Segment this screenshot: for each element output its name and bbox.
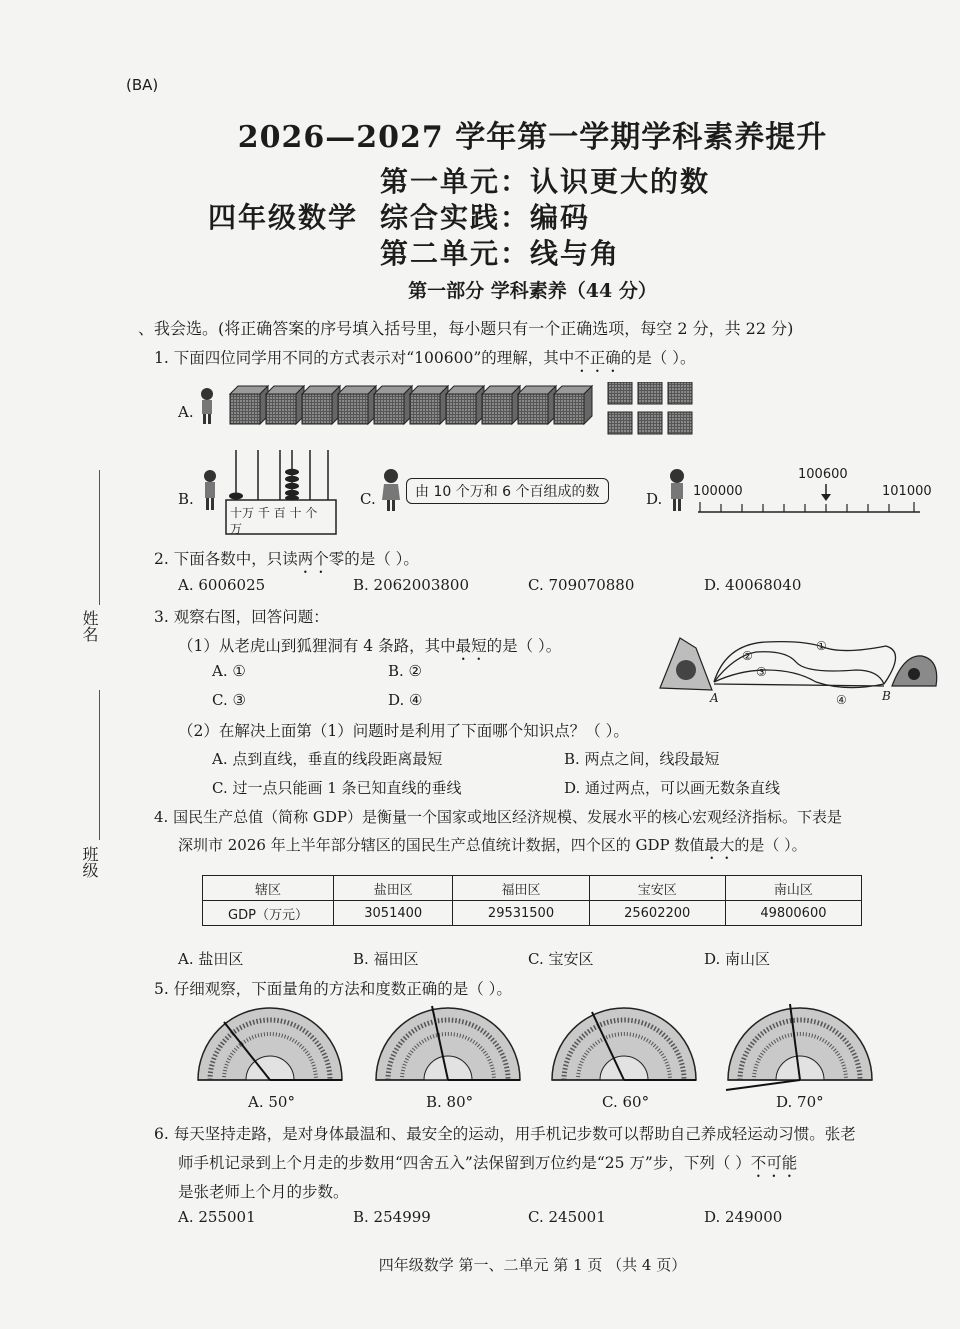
table-header-cell: 盐田区	[334, 876, 453, 901]
q3-sub1-option-d[interactable]: D. ④	[388, 691, 423, 709]
route-1-label: ①	[816, 639, 827, 653]
q6-option-b[interactable]: B. 254999	[353, 1208, 431, 1226]
q2-option-b[interactable]: B. 2062003800	[353, 576, 469, 594]
q3-sub1	[178, 634, 561, 664]
q2-stem-b: 零的是（ ）。	[328, 550, 419, 568]
q4-option-a[interactable]: A. 盐田区	[178, 950, 244, 968]
table-cell: 3051400	[334, 901, 453, 926]
q4-line2	[178, 834, 807, 863]
route-3-label: ③	[756, 665, 767, 679]
table-header-row	[203, 876, 862, 901]
q4-line2-a: 深圳市 2026 年上半年部分辖区的国民生产总值统计数据，四个区的 GDP 数值	[178, 836, 705, 854]
q3-sub1-b: 的是（ ）。	[486, 637, 562, 655]
q4-option-b[interactable]: B. 福田区	[353, 950, 419, 968]
q6-line2-a: 师手机记录到上个月走的步数用“四舍五入”法保留到万位约是“25 万”步，下列（ ）	[178, 1154, 751, 1172]
student-b-icon	[199, 468, 221, 514]
q2-stem-a: 2. 下面各数中，只读	[154, 550, 298, 568]
paper-code: (BA)	[126, 76, 159, 94]
q5-option-a[interactable]: A. 50°	[248, 1093, 295, 1111]
ten-thousand-cubes	[230, 386, 592, 424]
fox-hole-icon	[892, 656, 937, 686]
unit2-title: 第二单元：线与角	[380, 237, 621, 270]
q6-line1	[154, 1122, 856, 1144]
q3-sub1-option-c[interactable]: C. ③	[212, 691, 246, 709]
q1-blocks-figure	[228, 382, 698, 440]
q3-route-map	[656, 630, 940, 710]
number-line-start: 100000	[693, 484, 743, 499]
table-row	[203, 901, 862, 926]
section-title: 、我会选。(将正确答案的序号填入括号里，每小题只有一个正确选项，每空 2 分，共 22 分)	[138, 319, 794, 338]
q1-c-speech-bubble: 由 10 个万和 6 个百组成的数	[406, 478, 609, 504]
q3-sub1-dot: 最短	[455, 637, 487, 655]
name-label: 姓名	[80, 610, 99, 642]
table-header-cell: 福田区	[453, 876, 589, 901]
route-2	[714, 652, 884, 684]
q4-line2-dot: 最大	[704, 836, 735, 854]
number-line-marker-label: 100600	[798, 467, 848, 482]
q5-option-c[interactable]: C. 60°	[602, 1093, 650, 1111]
q1-option-b-label: B.	[178, 490, 194, 508]
table-header-cell: 宝安区	[589, 876, 725, 901]
q3-sub2-option-c[interactable]: C. 过一点只能画 1 条已知直线的垂线	[212, 779, 462, 797]
q3-sub2-option-a[interactable]: A. 点到直线，垂直的线段距离最短	[212, 750, 443, 768]
student-a-icon	[196, 386, 218, 426]
point-b-label: B	[882, 689, 891, 703]
q1-stem-a: 下面四位同学用不同的方式表示对“100600”的理解，其中	[173, 349, 575, 367]
q5-option-b[interactable]: B. 80°	[426, 1093, 474, 1111]
q3-sub1-a: （1）从老虎山到狐狸洞有 4 条路，其中	[178, 637, 456, 655]
q1-option-d-label: D.	[646, 490, 663, 508]
table-header-cell: 辖区	[203, 876, 334, 901]
point-a-label: A	[710, 691, 719, 705]
q2-stem	[154, 547, 419, 577]
q2-option-c[interactable]: C. 709070880	[528, 576, 635, 594]
q1-number: 1.	[154, 349, 169, 367]
protractor-a	[198, 1008, 342, 1080]
q1-option-a-label: A.	[178, 403, 194, 421]
name-line	[99, 470, 100, 605]
student-d-icon	[666, 468, 688, 514]
q1-stem-dot: 不正确	[574, 349, 621, 367]
route-2-label: ②	[742, 649, 753, 663]
q4-option-c[interactable]: C. 宝安区	[528, 950, 594, 968]
q4-line1: 4. 国民生产总值（简称 GDP）是衡量一个国家或地区经济规模、发展水平的核心宏观经济指标。下表是	[154, 808, 842, 826]
q3-sub1-option-b[interactable]: B. ②	[388, 662, 423, 680]
q3-sub2: （2）在解决上面第（1）问题时是利用了下面哪个知识点？（ ）。	[178, 722, 629, 740]
q1-stem	[154, 346, 695, 376]
table-cell: GDP（万元）	[203, 901, 334, 926]
unit-practice-title: 综合实践：编码	[380, 201, 591, 234]
abacus-wan-label: 万	[230, 522, 243, 536]
tiger-mountain-icon	[660, 638, 712, 690]
hundred-flats	[608, 382, 692, 434]
q3-sub1-option-a[interactable]: A. ①	[212, 662, 246, 680]
abacus-place-labels: 十万 千 百 十 个	[230, 506, 318, 520]
part-title: 第一部分 学科素养（44 分）	[408, 280, 657, 302]
q3-sub2-option-b[interactable]: B. 两点之间，线段最短	[564, 750, 720, 768]
unit1-title: 第一单元：认识更大的数	[380, 165, 711, 198]
number-line-end: 101000	[882, 484, 932, 499]
table-cell: 25602200	[589, 901, 725, 926]
page-footer: 四年级数学 第一、二单元 第 1 页 （共 4 页）	[378, 1256, 687, 1274]
protractor-d	[726, 1004, 872, 1090]
q6-option-a[interactable]: A. 255001	[178, 1208, 256, 1226]
q6-number: 6.	[154, 1125, 169, 1143]
protractor-c	[552, 1008, 696, 1080]
protractors-figure	[196, 1000, 926, 1092]
student-c-icon	[380, 468, 402, 514]
table-cell: 29531500	[453, 901, 589, 926]
q4-option-d[interactable]: D. 南山区	[704, 950, 771, 968]
q4-line2-b: 的是（ ）。	[734, 836, 807, 854]
gdp-table	[202, 875, 862, 926]
q2-stem-dot: 两个	[297, 550, 329, 568]
q1-stem-b: 的是（ ）。	[620, 349, 696, 367]
q3-sub2-option-d[interactable]: D. 通过两点，可以画无数条直线	[564, 779, 781, 797]
class-label: 班级	[80, 846, 99, 878]
route-4-label: ④	[836, 693, 847, 707]
grade-title: 四年级数学	[208, 201, 359, 234]
class-line	[99, 690, 100, 840]
route-4	[714, 684, 884, 686]
q5-stem: 5. 仔细观察，下面量角的方法和度数正确的是（ ）。	[154, 980, 512, 998]
q6-line2-dot: 不可能	[750, 1154, 798, 1172]
q2-option-d[interactable]: D. 40068040	[704, 576, 802, 594]
q6-line1-text: 每天坚持走路，是对身体最温和、最安全的运动，用手机记步数可以帮助自己养成轻运动习惯。张老	[173, 1125, 856, 1143]
q6-option-c[interactable]: C. 245001	[528, 1208, 606, 1226]
q6-line3: 是张老师上个月的步数。	[178, 1183, 349, 1201]
q5-option-d[interactable]: D. 70°	[776, 1093, 824, 1111]
q6-line2	[178, 1151, 797, 1181]
table-header-cell: 南山区	[725, 876, 861, 901]
table-cell: 49800600	[725, 901, 861, 926]
q2-option-a[interactable]: A. 6006025	[178, 576, 266, 594]
protractor-b	[376, 1006, 520, 1080]
q1-option-c-label: C.	[360, 490, 376, 508]
number-line	[694, 484, 924, 520]
exam-title: 2026—2027 学年第一学期学科素养提升	[237, 120, 828, 155]
q3-stem: 3. 观察右图，回答问题：	[154, 608, 329, 626]
q6-option-d[interactable]: D. 249000	[704, 1208, 783, 1226]
